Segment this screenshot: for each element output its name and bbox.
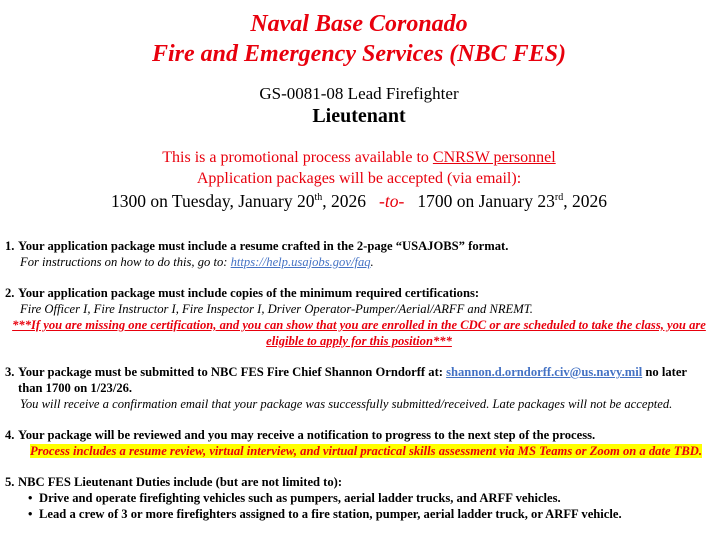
warning-line-2-text: eligible to apply for this position*** — [266, 334, 452, 348]
item-heading: Your application package must include copies of the minimum required certifications: — [18, 286, 480, 300]
end-date-year: , 2026 — [563, 191, 607, 211]
promo-line-1-text: This is a promotional process available to — [162, 149, 433, 166]
process-note-row — [30, 443, 713, 459]
certifications-list: Fire Officer I, Fire Instructor I, Fire Inspector I, Driver Operator-Pumper/Aerial/ARFF and NREMT. — [20, 302, 533, 316]
list-item-review — [5, 427, 713, 459]
application-window-dates — [5, 190, 713, 212]
title-line-2: Fire and Emergency Services (NBC FES) — [152, 41, 566, 67]
start-date-year: , 2026 — [322, 191, 367, 211]
list-item — [28, 490, 713, 506]
window-start-date: 1300 on Tuesday, January 20 — [111, 191, 315, 211]
list-item-duties — [5, 474, 713, 522]
duty-text: Lead a crew of 3 or more firefighters assigned to a fire station, pumper, aerial ladder truck, or ARFF vehicle. — [39, 507, 622, 521]
item-heading: Your package will be reviewed and you may receive a notification to progress to the next step of the process. — [18, 428, 596, 442]
item-number: 2. — [5, 286, 15, 300]
document-title — [5, 9, 713, 69]
item-heading-post: no later than 1700 on 1/23/26. — [18, 365, 687, 395]
item-number: 1. — [5, 239, 15, 253]
list-item-certifications — [5, 285, 713, 349]
warning-line-1 — [5, 317, 713, 333]
item-number: 5. — [5, 475, 15, 489]
missing-certification-warning — [5, 317, 713, 349]
bullet-icon: • — [28, 491, 33, 505]
date-range-separator: -to- — [379, 191, 405, 211]
warning-line-2 — [5, 333, 713, 349]
bullet-icon: • — [28, 507, 33, 521]
list-item-submission — [5, 364, 713, 412]
promo-line-2: Application packages will be accepted (via email): — [196, 170, 522, 187]
instructions-list — [5, 238, 713, 522]
duty-text: Drive and operate firefighting vehicles such as pumpers, aerial ladder trucks, and ARFF vehicles. — [39, 491, 561, 505]
position-rank: Lieutenant — [312, 105, 406, 127]
position-series: GS-0081-08 Lead Firefighter — [259, 84, 459, 103]
title-line-1: Naval Base Coronado — [250, 11, 468, 37]
item-subtext — [20, 254, 713, 270]
end-date-ordinal: rd — [554, 192, 564, 204]
promo-notice — [5, 147, 713, 189]
item-subtext: You will receive a confirmation email that your package was successfully submitted/received. Late packages will not be accepted. — [20, 397, 673, 411]
item-heading: Your application package must include a resume crafted in the 2-page “USAJOBS” format. — [18, 239, 509, 253]
usajobs-help-link[interactable]: https://help.usajobs.gov/faq — [230, 255, 371, 269]
warning-line-1-text: ***If you are missing one certification, and you can show that you are enrolled in the CDC or are scheduled to take the class, you are — [12, 318, 706, 332]
duties-bullet-list — [18, 490, 713, 522]
window-end-date: 1700 on January 23 — [417, 191, 555, 211]
promo-line-1 — [5, 147, 713, 168]
item-number: 4. — [5, 428, 15, 442]
item-heading-pre: Your package must be submitted to NBC FES Fire Chief Shannon Orndorff at: — [18, 365, 447, 379]
process-note-highlighted: Process includes a resume review, virtual interview, and virtual practical skills assessment via MS Teams or Zoom on a date TBD. — [30, 444, 703, 458]
cnrsw-personnel-link[interactable]: CNRSW personnel — [432, 149, 556, 166]
item-subtext-pre: For instructions on how to do this, go to: — [20, 255, 231, 269]
start-date-ordinal: th — [314, 192, 323, 204]
item-heading: NBC FES Lieutenant Duties include (but are not limited to): — [18, 475, 343, 489]
list-item-resume — [5, 238, 713, 270]
item-subtext-post: . — [370, 255, 374, 269]
list-item — [28, 506, 713, 522]
fire-chief-email-link[interactable]: shannon.d.orndorff.civ@us.navy.mil — [446, 365, 643, 379]
item-number: 3. — [5, 365, 15, 379]
item-heading — [18, 364, 713, 396]
